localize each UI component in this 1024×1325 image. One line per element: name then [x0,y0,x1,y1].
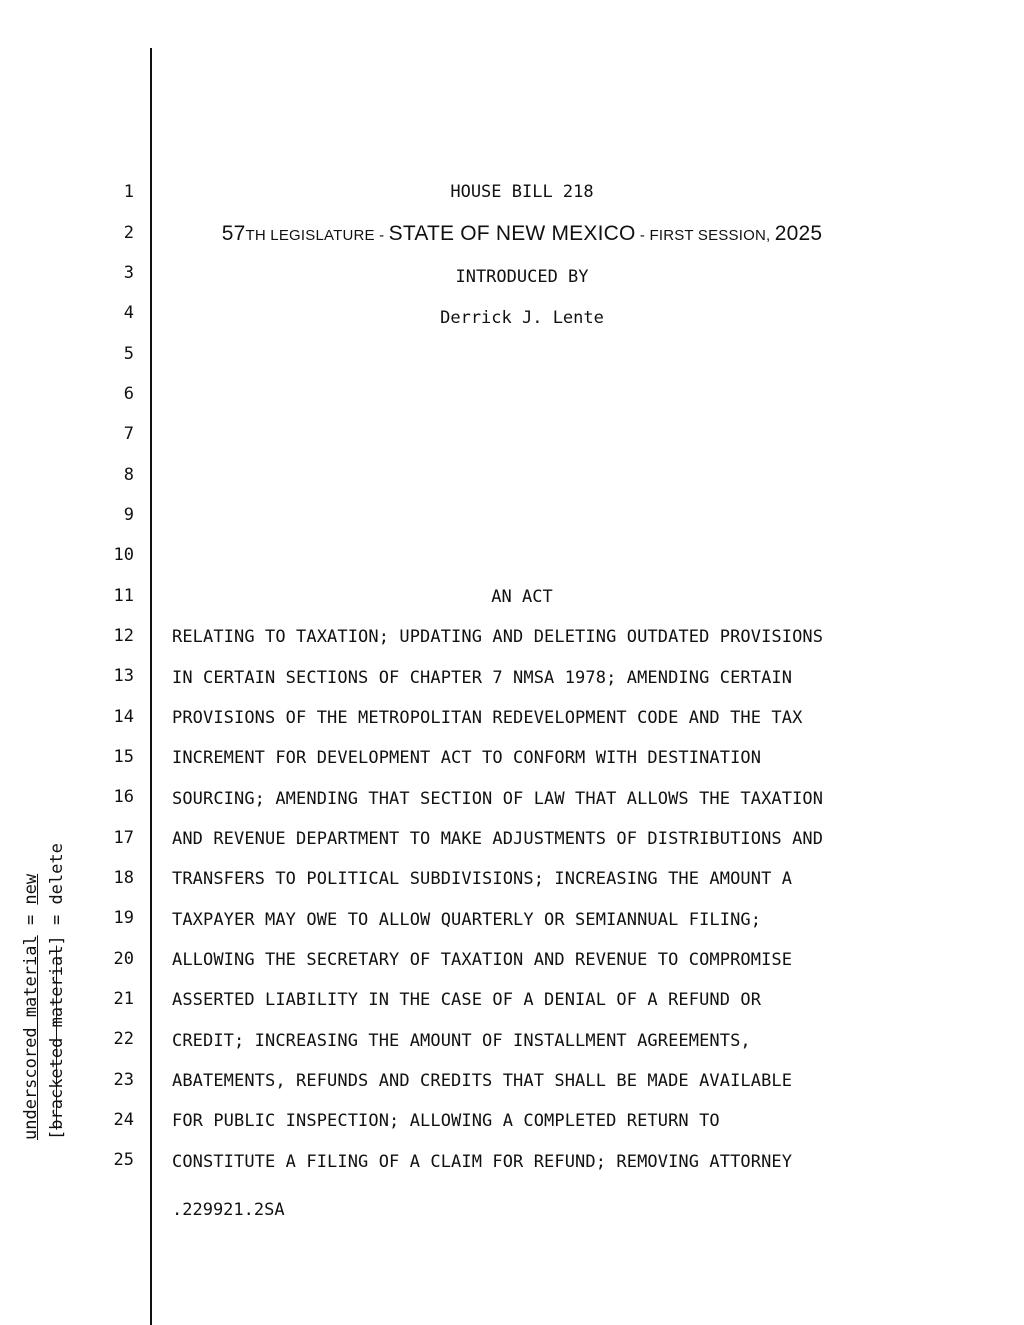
line-number: 11 [113,586,134,606]
act-text-line: RELATING TO TAXATION; UPDATING AND DELETING OUTDATED PROVISIONS [172,627,824,647]
act-text-line: IN CERTAIN SECTIONS OF CHAPTER 7 NMSA 1978; AMENDING CERTAIN [172,668,793,688]
introduced-by-label: INTRODUCED BY [455,267,589,287]
line-number: 3 [123,263,134,283]
legend-underscored-line [18,810,44,1140]
legend-bracketed-suffix: = delete [47,843,67,936]
line-number: 23 [113,1070,134,1090]
line-number: 25 [113,1150,134,1170]
legend-bracket-close: ] [47,935,67,946]
act-text-line: INCREMENT FOR DEVELOPMENT ACT TO CONFORM WITH DESTINATION [172,748,762,768]
line-number: 17 [113,828,134,848]
line-number: 18 [113,868,134,888]
session-year: 2025 [774,222,823,245]
legend-new-word: new [21,873,41,905]
act-text-line: CREDIT; INCREASING THE AMOUNT OF INSTALLMENT AGREEMENTS, [172,1031,751,1051]
line-number: 8 [123,465,134,485]
act-text-line: ASSERTED LIABILITY IN THE CASE OF A DENIAL OF A REFUND OR [172,990,762,1010]
line-number: 21 [113,989,134,1009]
line-number: 1 [123,182,134,202]
act-text-line: CONSTITUTE A FILING OF A CLAIM FOR REFUND; REMOVING ATTORNEY [172,1152,793,1172]
act-text-line: TRANSFERS TO POLITICAL SUBDIVISIONS; INCREASING THE AMOUNT A [172,869,793,889]
line-number: 14 [113,707,134,727]
act-text-line: PROVISIONS OF THE METROPOLITAN REDEVELOPMENT CODE AND THE TAX [172,708,803,728]
legend-underscored-suffix: = [21,904,41,936]
document-code: .229921.2SA [172,1200,285,1220]
line-number: 5 [123,344,134,364]
line-number: 7 [123,424,134,444]
legend-bracketed-line [44,810,70,1140]
sponsor-name: Derrick J. Lente [440,308,604,328]
act-text-line: SOURCING; AMENDING THAT SECTION OF LAW THAT ALLOWS THE TAXATION [172,789,824,809]
line-number: 22 [113,1029,134,1049]
line-number: 10 [113,545,134,565]
line-number: 19 [113,908,134,928]
act-text-line: TAXPAYER MAY OWE TO ALLOW QUARTERLY OR SEMIANNUAL FILING; [172,910,762,930]
margin-rule [150,48,152,1325]
line-number: 9 [123,505,134,525]
line-number: 6 [123,384,134,404]
amendment-legend [18,810,78,1140]
act-heading: AN ACT [491,587,553,607]
session-label: - FIRST SESSION, [635,227,775,244]
line-number: 4 [123,303,134,323]
line-number: 13 [113,666,134,686]
line-number: 20 [113,949,134,969]
amendment-legend-text [18,810,78,1140]
legend-underscored-word: underscored material [21,935,41,1140]
line-number: 24 [113,1110,134,1130]
legend-bracketed-word: bracketed material [47,945,67,1130]
act-text-line: AND REVENUE DEPARTMENT TO MAKE ADJUSTMENTS OF DISTRIBUTIONS AND [172,829,824,849]
act-text-line: ALLOWING THE SECRETARY OF TAXATION AND REVENUE TO COMPROMISE [172,950,793,970]
line-number: 15 [113,747,134,767]
line-number: 16 [113,787,134,807]
legislature-number: 57 [221,222,246,245]
legislature-heading [172,221,872,249]
state-name: STATE OF NEW MEXICO [388,222,636,245]
legend-bracket-open: [ [47,1129,67,1140]
act-text-line: ABATEMENTS, REFUNDS AND CREDITS THAT SHALL BE MADE AVAILABLE [172,1071,793,1091]
legislature-label: TH LEGISLATURE - [245,227,389,244]
bill-title: HOUSE BILL 218 [450,182,594,202]
line-number: 12 [113,626,134,646]
act-text-line: FOR PUBLIC INSPECTION; ALLOWING A COMPLETED RETURN TO [172,1111,720,1131]
line-number: 2 [123,223,134,243]
